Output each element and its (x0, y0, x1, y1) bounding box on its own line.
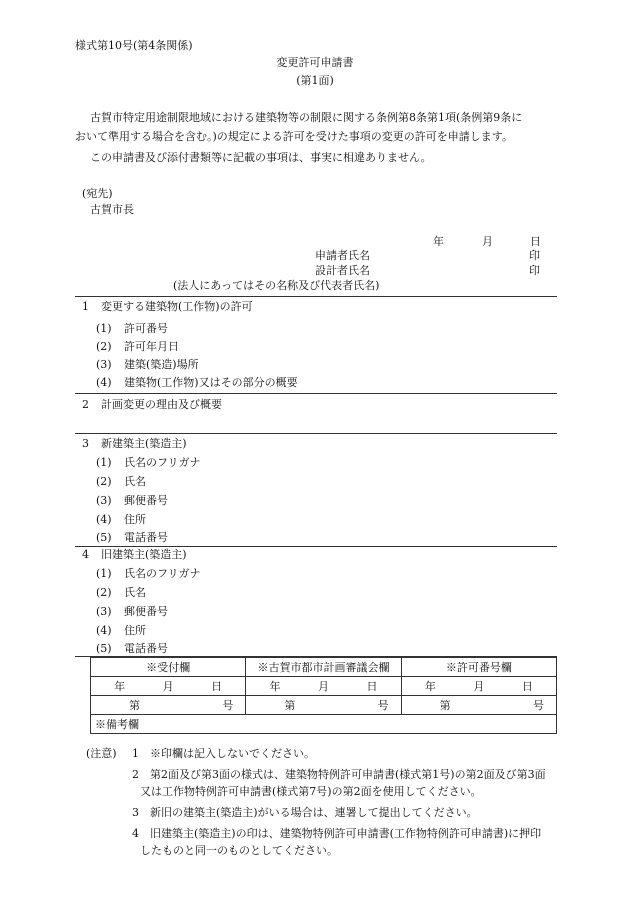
section-1-number: 1 (82, 300, 89, 313)
reception-number-cell: 第 号 (91, 696, 246, 715)
note-2-line-1: 第2面及び第3面の様式は、建築物特例許可申請書(様式第1号)の第2面及び第3面 (150, 768, 546, 781)
divider-3 (75, 433, 557, 434)
applicant-seal: 印 (529, 249, 540, 262)
section-1-item-4-number: (4) (96, 376, 112, 389)
office-use-table (90, 657, 557, 734)
section-2-number: 2 (82, 398, 89, 411)
corporate-note: (法人にあってはその名称及び代表者氏名) (173, 279, 380, 292)
section-3-item-5-label: 電話番号 (124, 531, 168, 544)
section-3-item-3-number: (3) (96, 494, 112, 507)
section-4-item-5-label: 電話番号 (124, 642, 168, 655)
note-4-line-1: 旧建築主(築造主)の印は、建築物特例許可申請書(工作物特例許可申請書)に押印 (150, 827, 542, 840)
reception-header: ※受付欄 (91, 658, 246, 677)
note-1-number: 1 (132, 747, 139, 760)
section-3-item-3-label: 郵便番号 (124, 494, 168, 507)
addressee-name: 古賀市長 (90, 203, 134, 216)
note-4-number: 4 (132, 827, 139, 840)
applicant-name-label: 申請者氏名 (315, 249, 370, 262)
form-subtitle: (第1面) (296, 74, 334, 87)
section-3-item-4-number: (4) (96, 513, 112, 526)
permit-number-header: ※許可番号欄 (401, 658, 556, 677)
section-3-title: 新建築主(築造主) (101, 437, 187, 450)
section-3-item-1-label: 氏名のフリガナ (124, 456, 201, 469)
section-3-number: 3 (82, 437, 89, 450)
body-line-1: 古賀市特定用途制限地域における建築物等の制限に関する条例第8条第1項(条例第9条に (90, 111, 523, 124)
divider-1 (75, 296, 557, 297)
section-4-item-4-label: 住所 (124, 624, 146, 637)
note-4-line-2: したものと同一のものとしてください。 (140, 844, 338, 857)
note-2-number: 2 (132, 768, 139, 781)
note-1-line-1: ※印欄は記入しないでください。 (150, 747, 315, 760)
section-4-item-1-label: 氏名のフリガナ (124, 567, 201, 580)
section-4-item-1-number: (1) (96, 567, 112, 580)
council-number-cell: 第 号 (246, 696, 401, 715)
section-3-item-4-label: 住所 (124, 513, 146, 526)
permit-date-cell: 年 月 日 (401, 677, 556, 696)
section-4-item-2-number: (2) (96, 586, 112, 599)
date-month: 月 (482, 235, 493, 248)
section-4-item-4-number: (4) (96, 624, 112, 637)
designer-name-label: 設計者氏名 (315, 264, 370, 277)
section-1-item-4-label: 建築物(工作物)又はその部分の概要 (124, 376, 298, 389)
council-header: ※古賀市都市計画審議会欄 (246, 658, 401, 677)
notes-label: (注意) (86, 747, 117, 760)
section-3-item-5-number: (5) (96, 531, 112, 544)
designer-seal: 印 (529, 264, 540, 277)
section-4-item-5-number: (5) (96, 642, 112, 655)
note-3-line-1: 新旧の建築主(築造主)がいる場合は、連署して提出してください。 (150, 806, 478, 819)
note-2-line-2: 又は工作物特例許可申請書(様式第7号)の第2面を使用してください。 (140, 785, 482, 798)
section-4-item-3-number: (3) (96, 605, 112, 618)
section-4-number: 4 (82, 548, 89, 561)
section-1-item-1-label: 許可番号 (124, 322, 168, 335)
section-1-item-3-number: (3) (96, 358, 112, 371)
reception-date-cell: 年 月 日 (91, 677, 246, 696)
section-1-item-2-number: (2) (96, 340, 112, 353)
section-1-item-1-number: (1) (96, 322, 112, 335)
date-year: 年 (433, 235, 444, 248)
section-3-item-2-label: 氏名 (124, 475, 146, 488)
form-number: 様式第10号(第4条関係) (75, 39, 193, 52)
remarks-cell: ※備考欄 (91, 715, 557, 734)
permit-number-cell: 第 号 (401, 696, 556, 715)
section-4-item-2-label: 氏名 (124, 586, 146, 599)
section-1-item-3-label: 建築(築造)場所 (124, 358, 199, 371)
section-1-title: 変更する建築物(工作物)の許可 (101, 300, 253, 313)
section-2-title: 計画変更の理由及び概要 (101, 398, 222, 411)
section-3-item-2-number: (2) (96, 475, 112, 488)
date-day: 日 (530, 235, 541, 248)
council-date-cell: 年 月 日 (246, 677, 401, 696)
section-1-item-2-label: 許可年月日 (124, 340, 179, 353)
section-4-title: 旧建築主(築造主) (101, 548, 187, 561)
note-3-number: 3 (132, 806, 139, 819)
form-title: 変更許可申請書 (276, 56, 354, 69)
divider-2 (75, 393, 557, 394)
section-4-item-3-label: 郵便番号 (124, 605, 168, 618)
section-3-item-1-number: (1) (96, 456, 112, 469)
body-line-2: おいて準用する場合を含む。)の規定による許可を受けた事項の変更の許可を申請します。 (75, 130, 513, 143)
body-line-3: この申請書及び添付書類等に記載の事項は、事実に相違ありません。 (90, 151, 432, 164)
addressee-label: (宛先) (82, 187, 113, 200)
